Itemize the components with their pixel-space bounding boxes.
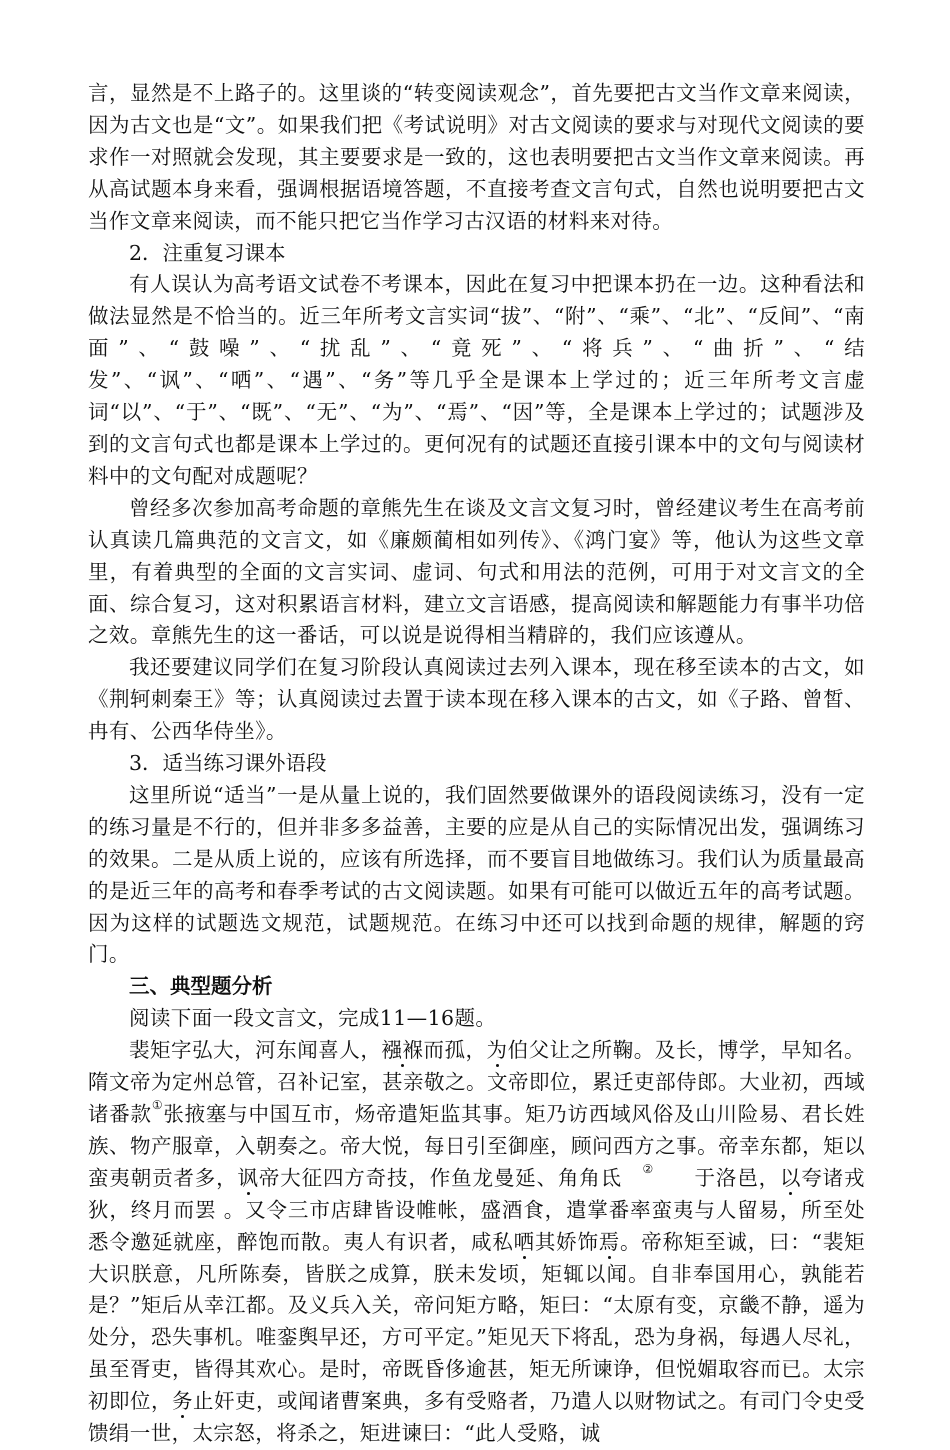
footnote-marker: ① <box>151 1098 164 1112</box>
dotted-word: 焉 <box>598 1229 621 1254</box>
section-title-typical-analysis: 三、典型题分析 <box>129 974 273 999</box>
dotted-word: 为 <box>486 1038 508 1063</box>
paragraph-zhang-xiong-advice: 曾经多次参加高考命题的章熊先生在谈及文言文复习时，曾经建议考生在高考前认真读几篇典范的文言文，如《廉颇蔺相如列传》、《鸿门宴》等，他认为这些文章里，有着典型的全面的文言实词、虚词、句式和用法的范例，可用于对文言文的全面、综合复习，这对积累语言材料，建立文言语感，提高阅读和解题能力有事半功倍之效。章熊先生的这一番话，可以说是说得相当精辟的，我们应该遵从。 <box>88 495 865 648</box>
classical-passage: 裴矩字弘大，河东闻喜人，襁褓而孤，为伯父让之所鞠。及长，博学，早知名。隋文帝为定州总管，召补记室，甚亲敬之。文帝即位，累迁吏部侍郎。大业初，西域诸番款①张掖塞与中国互市，炀帝遣矩监其事。矩乃访西域风俗及山川险易、君长姓族、物产服章，入朝奏之。帝大悦，每日引至御座，顾问西方之事。帝幸东都，矩以蛮夷朝贡者多，讽帝大征四方奇技，作鱼龙曼延、角角氐 ② 于洛邑，以夸诸戎狄，终月而罢 。又令三市店肆皆设帷帐，盛酒食，遣掌番率蛮夷与人留易，所至处悉令邀延就座，醉饱而散。夷人有识者，咸私哂其娇饰焉。帝称矩至诚，曰：“裴矩大识朕意，凡所陈奏，皆朕之成算，朕未发顷，矩辄以闻。自非奉国用心，孰能若是？”矩后从幸江都。及义兵入关，帝问矩方略，矩曰：“太原有变，京畿不静，遥为处分，恐失事机。唯銮舆早还，方可平定。”矩见天下将乱，恐为身祸，每遇人尽礼，虽至胥吏，皆得其欢心。是时，帝既昏侈逾甚，矩无所谏诤，但悦媚取容而已。太宗初即位，务止奸吏，或闻诸曹案典，多有受赂者，乃遣人以财物试之。有司门令史受馈绢一世，太宗怒，将杀之，矩进谏曰：“此人受赂，诚 <box>88 1038 865 1446</box>
document-page <box>88 78 865 1450</box>
dotted-word: 务 <box>172 1389 194 1414</box>
paragraph-appropriate-practice: 这里所说“适当”一是从量上说的，我们固然要做课外的语段阅读练习，没有一定的练习量是不行的，但并非多多益善，主要的应是从自己的实际情况出发，强调练习的效果。二是从质上说的，应该有所选择，而不要盲目地做练习。我们认为质量最高的是近三年的高考和春季考试的古文阅读题。如果有可能可以做近五年的高考试题。因为这样的试题选文规范，试题规范。在练习中还可以找到命题的规律，解题的窍门。 <box>88 782 865 967</box>
subheading-review-textbook: 2．注重复习课本 <box>129 240 286 265</box>
dotted-word: 讽 <box>237 1165 259 1190</box>
footnote-marker: ② <box>641 1161 655 1176</box>
dotted-word: 哂 <box>513 1229 535 1254</box>
dotted-word: 以 <box>779 1165 802 1190</box>
paragraph-textbook-vocab: 有人误认为高考语文试卷不考课本，因此在复习中把课本扔在一边。这种看法和做法显然是不恰当的。近三年所考文言实词“拔”、“附”、“乘”、“北”、“反间”、“南面”、“鼓噪”、“扰乱”、“竟死”、“将兵”、“曲折”、“结发”、“讽”、“哂”、“遇”、“务”等几乎全是课本上学过的；近三年所考文言虚词“以”、“于”、“既”、“无”、“为”、“焉”、“因”等，全是课本上学过的；试题涉及到的文言句式也都是课本上学过的。更何况有的试题还直接引课本中的文句与阅读材料中的文句配对成题呢？ <box>88 272 865 488</box>
subheading-extracurricular-practice: 3．适当练习课外语段 <box>129 751 327 776</box>
paragraph-reader-suggestion: 我还要建议同学们在复习阶段认真阅读过去列入课本，现在移至读本的古文，如《荆轲刺秦王》等；认真阅读过去置于读本现在移入课本的古文，如《子路、曾皙、冉有、公西华侍坐》。 <box>88 655 865 744</box>
dotted-word: 襁褓 <box>381 1038 424 1063</box>
paragraph-reading-concept: 言，显然是不上路子的。这里谈的“转变阅读观念”，首先要把古文当作文章来阅读，因为古文也是“文”。如果我们把《考试说明》对古文阅读的要求与对现代文阅读的要求作一对照就会发现，其主要要求是一致的，这也表明要把古文当作文章来阅读。再从高试题本身来看，强调根据语境答题，不直接考查文言句式，自然也说明要把古文当作文章来阅读，而不能只把它当作学习古汉语的材料来对待。 <box>88 81 865 233</box>
exercise-instruction: 阅读下面一段文言文，完成11—16题。 <box>129 1006 497 1031</box>
